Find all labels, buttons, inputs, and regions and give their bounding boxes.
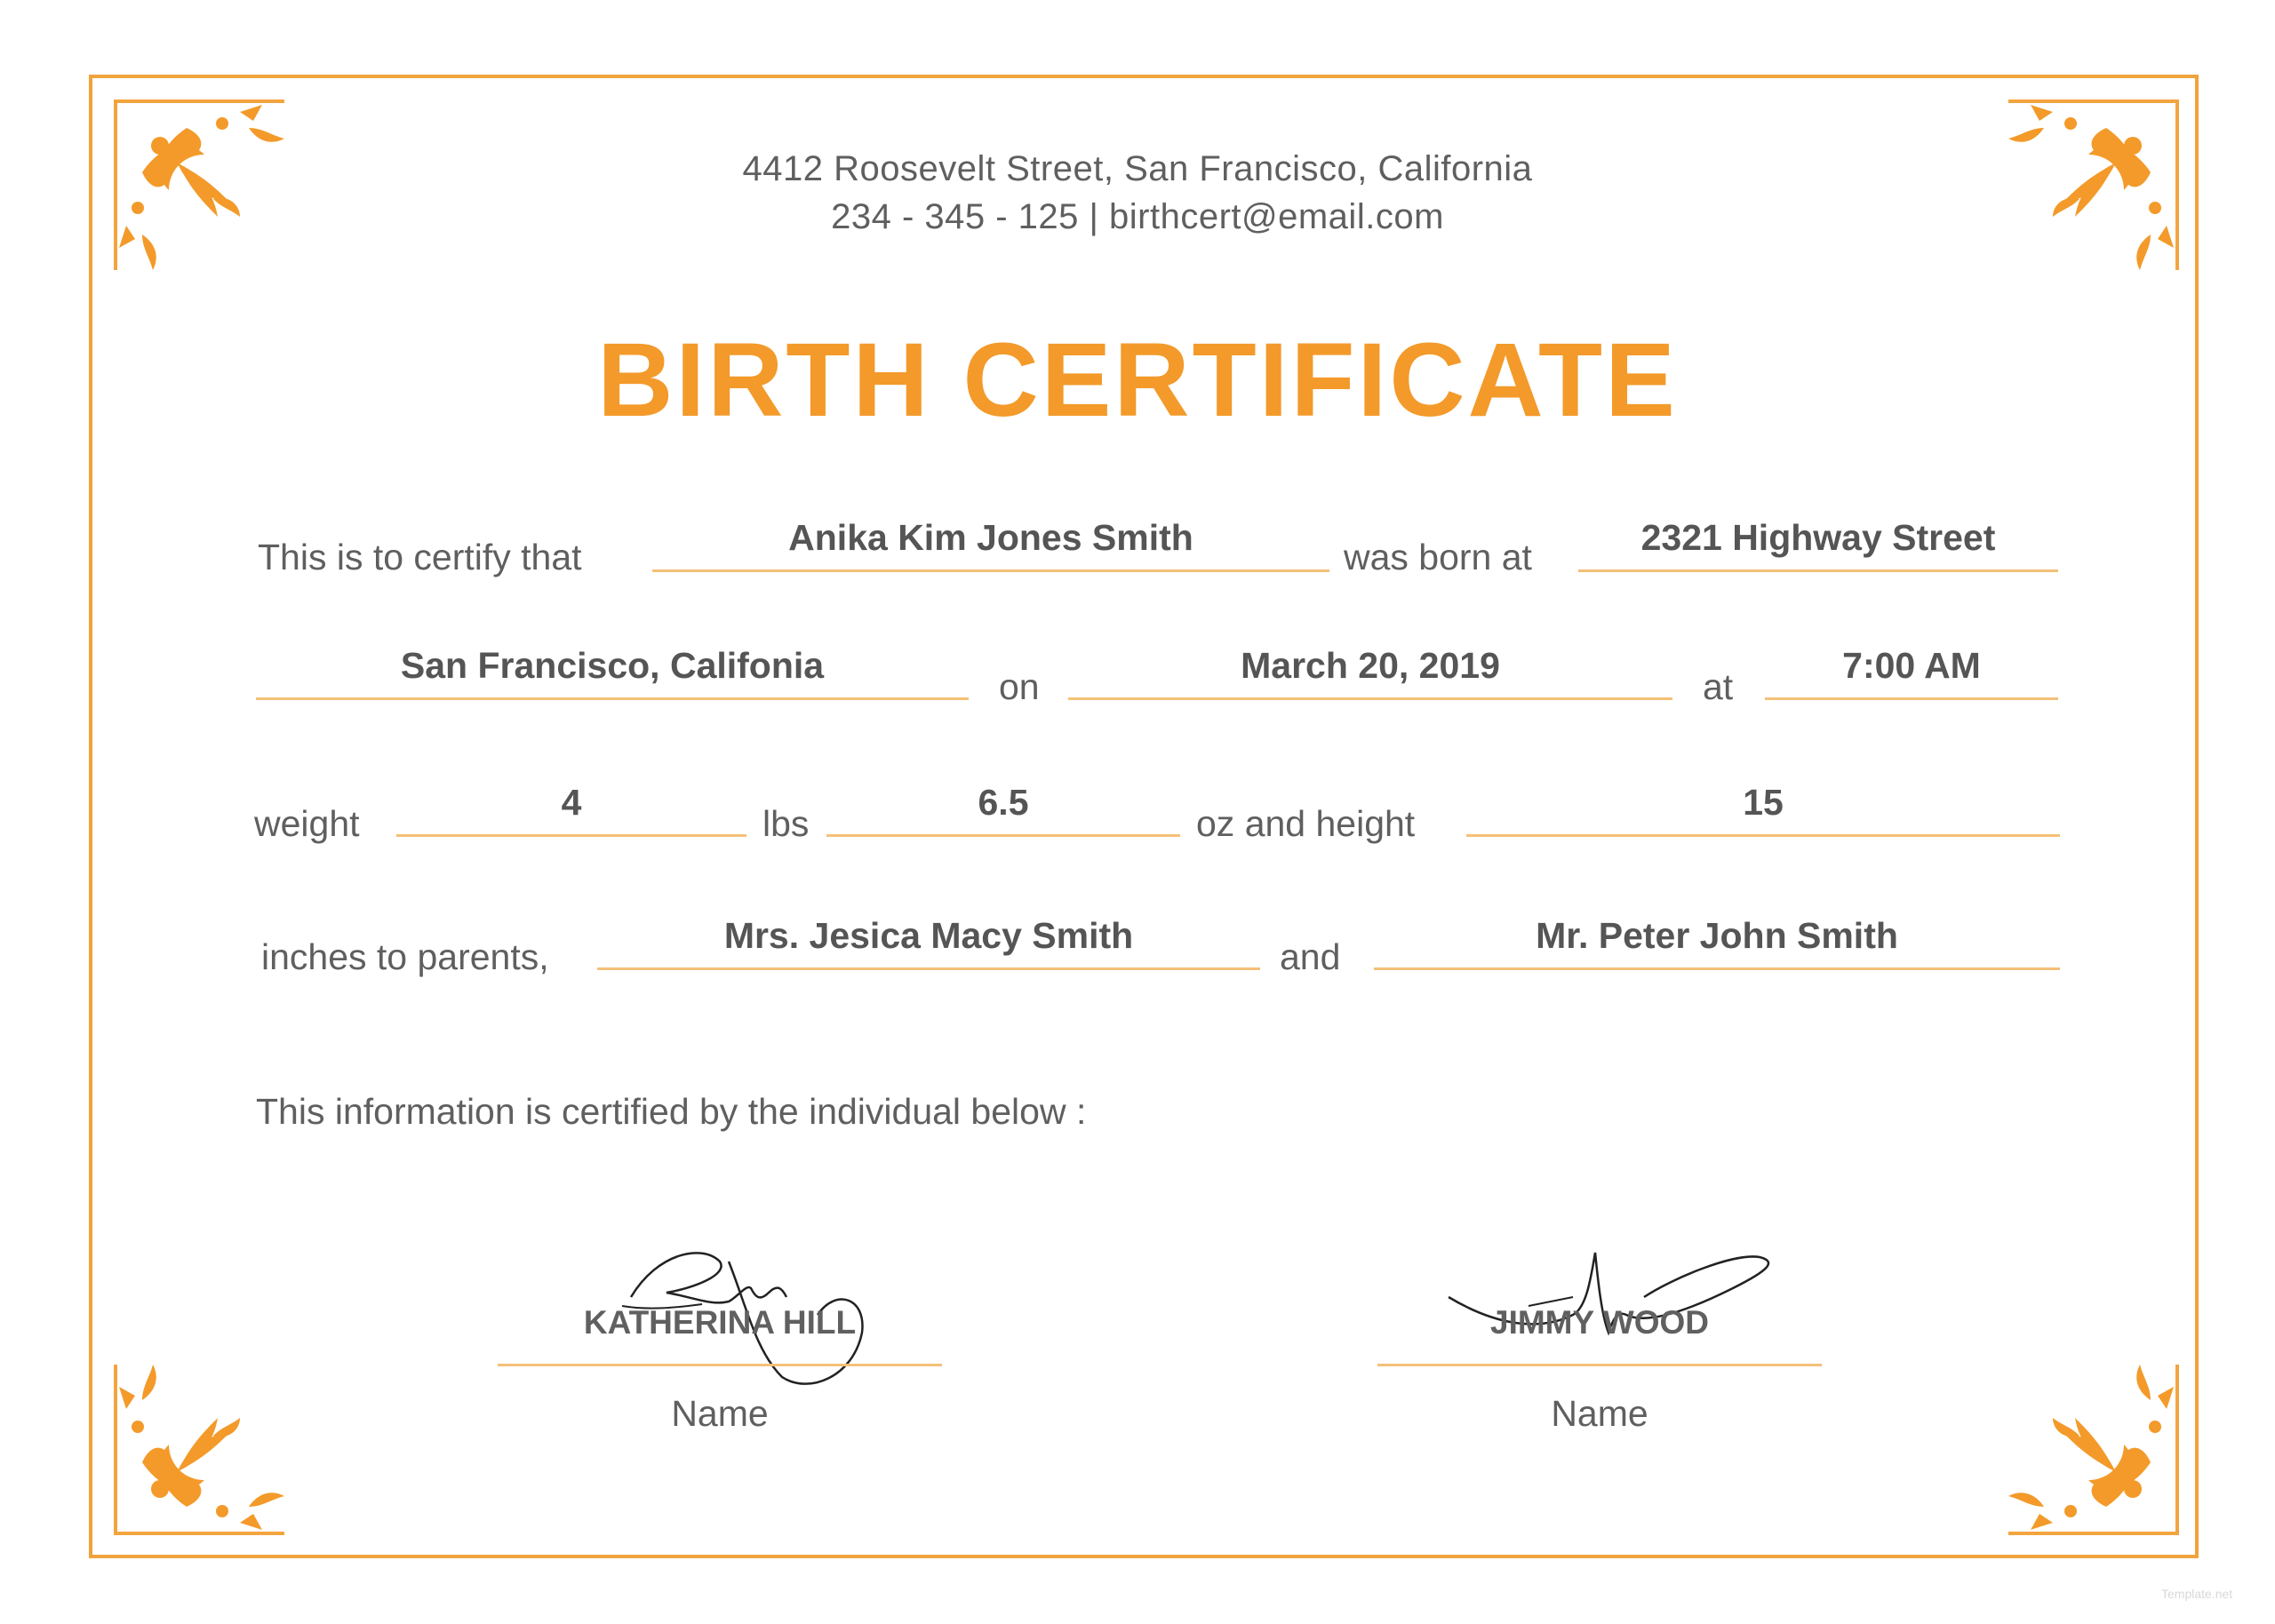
signatory-2-name: JIMMY WOOD bbox=[1377, 1304, 1822, 1366]
birth-time-field: 7:00 AM bbox=[1765, 645, 2058, 700]
watermark: Template.net bbox=[2161, 1587, 2233, 1601]
weight-oz-field: 6.5 bbox=[826, 782, 1180, 837]
lbs-label: lbs bbox=[762, 803, 810, 844]
certificate-title: BIRTH CERTIFICATE bbox=[597, 322, 1678, 439]
ornament-corner-top-right-icon bbox=[1991, 92, 2186, 288]
child-name-field: Anika Kim Jones Smith bbox=[652, 517, 1329, 572]
oz-height-label: oz and height bbox=[1196, 803, 1416, 844]
birth-date-field: March 20, 2019 bbox=[1068, 645, 1672, 700]
ornament-corner-top-left-icon bbox=[107, 92, 302, 288]
city-field: San Francisco, Califonia bbox=[256, 645, 969, 700]
certified-by-text: This information is certified by the individual below : bbox=[256, 1091, 1087, 1132]
street-field: 2321 Highway Street bbox=[1578, 517, 2058, 572]
ornament-corner-bottom-right-icon bbox=[1991, 1347, 2186, 1542]
weight-lbs-field: 4 bbox=[396, 782, 746, 837]
height-field: 15 bbox=[1466, 782, 2060, 837]
on-label: on bbox=[999, 666, 1040, 707]
signatory-1-caption: Name bbox=[671, 1393, 769, 1434]
parents-label: inches to parents, bbox=[261, 936, 549, 977]
certify-label: This is to certify that bbox=[258, 537, 582, 577]
father-name-field: Mr. Peter John Smith bbox=[1374, 915, 2060, 970]
born-at-label: was born at bbox=[1344, 537, 1532, 577]
mother-name-field: Mrs. Jesica Macy Smith bbox=[597, 915, 1260, 970]
signatory-1-name: KATHERINA HILL bbox=[498, 1304, 942, 1366]
signatory-2-caption: Name bbox=[1551, 1393, 1648, 1434]
issuer-contact: 234 - 345 - 125 | birthcert@email.com bbox=[831, 197, 1444, 236]
issuer-address: 4412 Roosevelt Street, San Francisco, California bbox=[742, 149, 1533, 188]
weight-label: weight bbox=[254, 803, 360, 844]
ornament-corner-bottom-left-icon bbox=[107, 1347, 302, 1542]
and-label: and bbox=[1280, 936, 1341, 977]
at-label: at bbox=[1703, 666, 1734, 707]
